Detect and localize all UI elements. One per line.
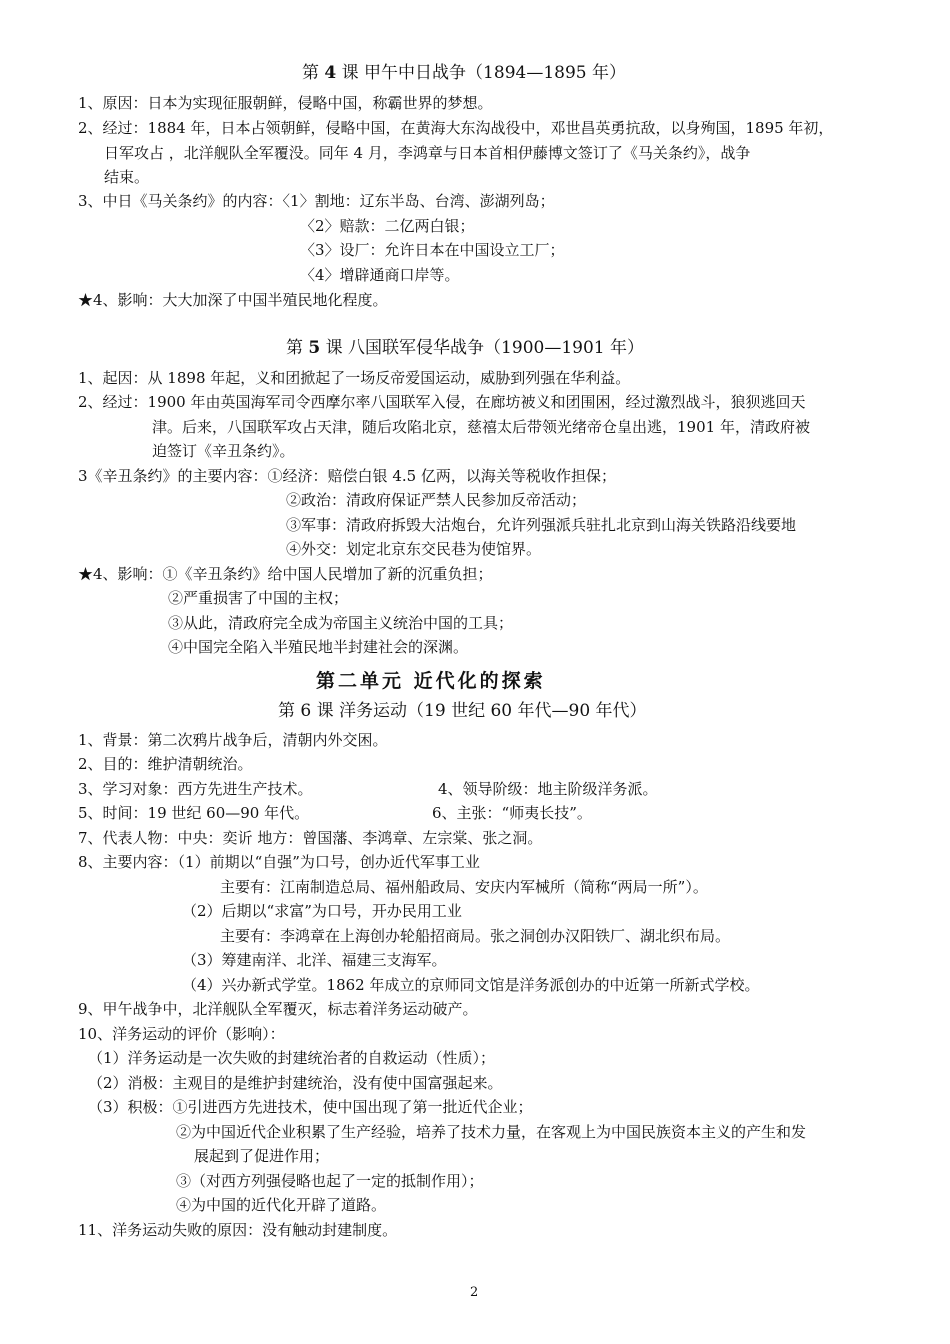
lesson-6-evaluation-3-4: ④为中国的近代化开辟了道路。 [176,1196,387,1214]
lesson-5-treaty-content-3: ③军事：清政府拆毁大沽炮台，允许列强派兵驻扎北京到山海关铁路沿线要地 [286,516,797,534]
lesson-6-content-2-detail: 主要有：李鸿章在上海创办轮船招商局。张之洞创办汉阳铁厂、湖北织布局。 [220,927,731,945]
lesson-4-title-prefix: 第 [302,63,319,83]
page-number: 2 [470,1285,479,1300]
lesson-5-treaty-content-4: ④外交：划定北京东交民巷为使馆界。 [286,540,542,558]
unit-2-title: 第二单元 近代化的探索 [316,670,546,692]
lesson-5-title-text: 课 八国联军侵华战争（1900—1901 年） [325,338,644,358]
lesson-6-content-4: （4）兴办新式学堂。1862 年成立的京师同文馆是洋务派创办的中近第一所新式学校。 [182,976,760,994]
lesson-4-title [302,62,626,84]
lesson-4-treaty-content-1: 3、中日《马关条约》的内容：〈1〉割地：辽东半岛、台湾、澎湖列岛； [78,192,555,210]
lesson-4-course-line2: 日军攻占 ，北洋舰队全军覆没。同年 4 月，李鸿章与日本首相伊藤博文签订了《马关条约》，战争 [104,144,751,162]
lesson-5-course-line1: 2、经过：1900 年由英国海军司令西摩尔率八国联军入侵，在廊坊被义和团围困，经过激烈战斗，狼狈逃回天 [78,393,806,411]
lesson-4-title-text: 课 甲午中日战争（1894—1895 年） [341,63,626,83]
lesson-5-treaty-content-1: 3《辛丑条约》的主要内容：①经济：赔偿白银 4.5 亿两，以海关等税收作担保； [78,467,616,485]
lesson-6-evaluation-3: （3）积极：①引进西方先进技术，使中国出现了第一批近代企业； [88,1098,533,1116]
lesson-5-impact-4: ④中国完全陷入半殖民地半封建社会的深渊。 [168,638,469,656]
lesson-4-treaty-content-3: 〈3〉设厂：允许日本在中国设立工厂； [300,241,565,259]
lesson-4-impact: ★4、影响：大大加深了中国半殖民地化程度。 [78,291,388,309]
lesson-6-evaluation-2: （2）消极：主观目的是维护封建统治，没有使中国富强起来。 [88,1074,503,1092]
lesson-6-background: 1、背景：第二次鸦片战争后，清朝内外交困。 [78,731,388,749]
lesson-5-number: 5 [308,338,321,358]
lesson-4-treaty-content-2: 〈2〉赔款：二亿两白银； [300,217,475,235]
lesson-6-evaluation-3-2-cont: 展起到了促进作用； [194,1147,330,1165]
lesson-5-impact-1: ★4、影响：①《辛丑条约》给中国人民增加了新的沉重负担； [78,565,493,583]
lesson-5-impact-3: ③从此，清政府完全成为帝国主义统治中国的工具； [168,614,514,632]
lesson-6-leading-class: 4、领导阶级：地主阶级洋务派。 [438,780,658,798]
lesson-5-treaty-content-2: ②政治：清政府保证严禁人民参加反帝活动； [286,491,587,509]
lesson-4-course-line1: 2、经过：1884 年，日本占领朝鲜，侵略中国，在黄海大东沟战役中，邓世昌英勇抗敌，以身殉国，1895 年初， [78,119,834,137]
lesson-6-content-2: （2）后期以“求富”为口号，开办民用工业 [182,902,462,920]
lesson-6-evaluation-3-2: ②为中国近代企业积累了生产经验，培养了技术力量，在客观上为中国民族资本主义的产生和发 [176,1123,807,1141]
lesson-6-content-3: （3）筹建南洋、北洋、福建三支海军。 [182,951,447,969]
lesson-6-failure-reason: 11、洋务运动失败的原因：没有触动封建制度。 [78,1221,398,1239]
lesson-6-learning-object: 3、学习对象：西方先进生产技术。 [78,780,313,798]
lesson-4-course-line3: 结束。 [104,168,150,186]
lesson-5-title-prefix: 第 [286,338,303,358]
lesson-5-course-line3: 迫签订《辛丑条约》。 [152,442,295,460]
lesson-4-number: 4 [324,63,337,83]
lesson-6-time: 5、时间：19 世纪 60—90 年代。 [78,804,310,822]
lesson-6-representatives: 7、代表人物：中央：奕䜣 地方：曾国藩、李鸿章、左宗棠、张之洞。 [78,829,543,847]
lesson-6-evaluation-1: （1）洋务运动是一次失败的封建统治者的自救运动（性质）； [88,1049,496,1067]
lesson-6-bankruptcy: 9、甲午战争中，北洋舰队全军覆灭，标志着洋务运动破产。 [78,1000,478,1018]
lesson-5-cause: 1、起因：从 1898 年起，义和团掀起了一场反帝爱国运动，威胁到列强在华利益。 [78,369,631,387]
lesson-6-content-1: 8、主要内容：（1）前期以“自强”为口号，创办近代军事工业 [78,853,480,871]
lesson-6-claim: 6、主张：“师夷长技”。 [432,804,592,822]
lesson-6-title: 第 6 课 洋务运动（19 世纪 60 年代—90 年代） [278,701,647,721]
lesson-6-content-1-detail: 主要有：江南制造总局、福州船政局、安庆内军械所（简称“两局一所”）。 [220,878,708,896]
lesson-4-treaty-content-4: 〈4〉增辟通商口岸等。 [300,266,460,284]
lesson-5-course-line2: 津。后来，八国联军攻占天津，随后攻陷北京，慈禧太后带领光绪帝仓皇出逃，1901 年，清政府被 [152,418,810,436]
lesson-4-cause: 1、原因：日本为实现征服朝鲜，侵略中国，称霸世界的梦想。 [78,94,493,112]
lesson-5-title [286,337,644,359]
lesson-6-evaluation-heading: 10、洋务运动的评价（影响）： [78,1025,285,1043]
lesson-6-evaluation-3-3: ③（对西方列强侵略也起了一定的抵制作用）； [176,1172,484,1190]
lesson-6-purpose: 2、目的：维护清朝统治。 [78,755,253,773]
lesson-5-impact-2: ②严重损害了中国的主权； [168,589,349,607]
